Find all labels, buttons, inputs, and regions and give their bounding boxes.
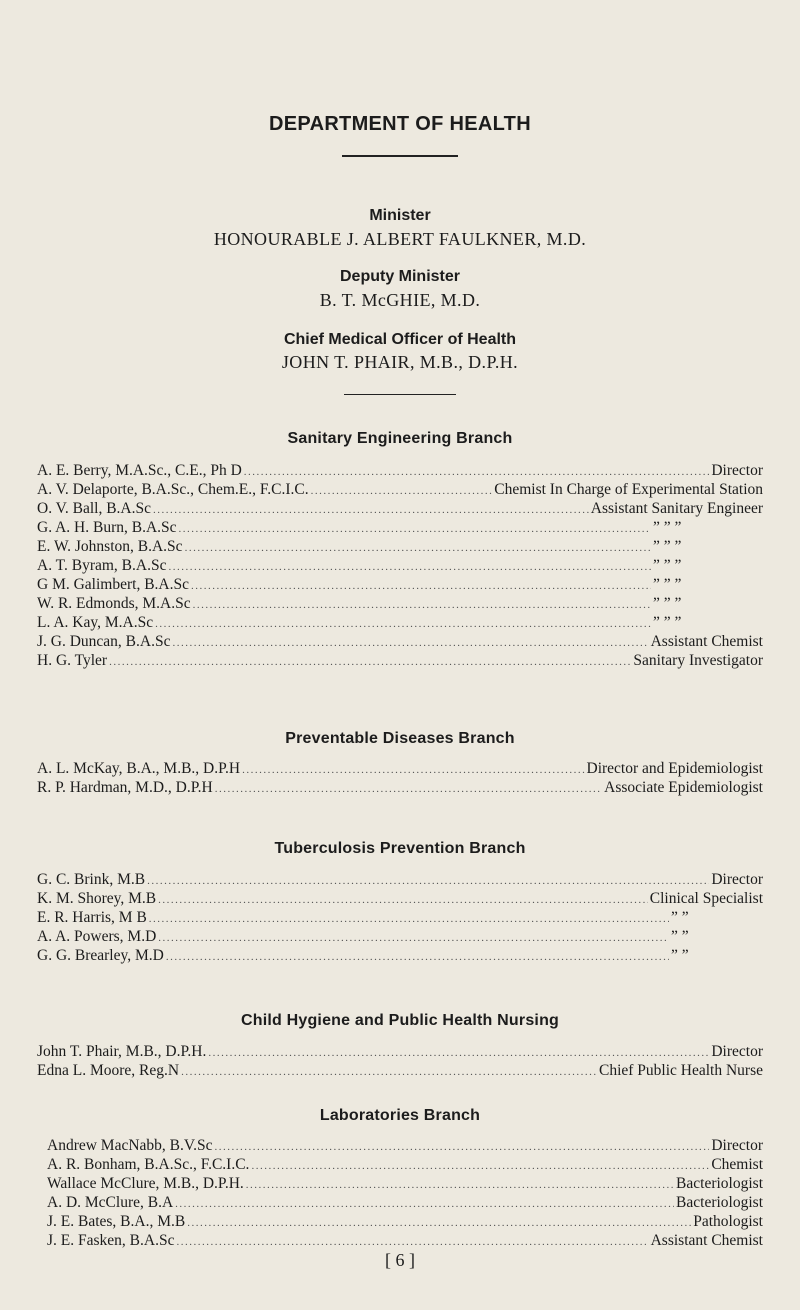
- tuberculosis-prevention-staff-list: [37, 870, 763, 965]
- deputy-minister-label: Deputy Minister: [339, 268, 460, 285]
- staff-row: [37, 889, 763, 908]
- staff-row: [37, 499, 763, 518]
- staff-name: John T. Phair, M.B., D.P.H.: [37, 1043, 207, 1060]
- staff-row: [37, 461, 763, 480]
- staff-name: E. R. Harris, M B: [37, 909, 147, 926]
- staff-role: ” ” ”: [653, 595, 682, 612]
- staff-role: Director and Epidemiologist: [586, 760, 763, 777]
- staff-name: Wallace McClure, M.B., D.P.H.: [47, 1175, 244, 1192]
- staff-row: [47, 1231, 763, 1250]
- staff-role: Assistant Sanitary Engineer: [590, 500, 763, 517]
- staff-row: [37, 537, 763, 556]
- page-title: DEPARTMENT OF HEALTH: [269, 113, 531, 135]
- leader-dots: [251, 1157, 709, 1176]
- staff-row: [47, 1136, 763, 1155]
- staff-role: ” ” ”: [653, 614, 682, 631]
- preventable-diseases-staff-list: [37, 759, 763, 797]
- chief-medical-officer-label: Chief Medical Officer of Health: [283, 331, 517, 348]
- leader-dots: [109, 653, 631, 672]
- leader-dots: [158, 891, 648, 910]
- preventable-diseases-heading: Preventable Diseases Branch: [285, 730, 515, 747]
- leader-dots: [175, 1195, 674, 1214]
- staff-row: [47, 1193, 763, 1212]
- staff-row: [37, 632, 763, 651]
- staff-name: A. L. McKay, B.A., M.B., D.P.H: [37, 760, 241, 777]
- staff-name: A. E. Berry, M.A.Sc., C.E., Ph D: [37, 462, 242, 479]
- staff-name: G. G. Brearley, M.D: [37, 947, 164, 964]
- staff-role: ” ” ”: [653, 519, 682, 536]
- staff-name: A. R. Bonham, B.A.Sc., F.C.I.C.: [47, 1156, 250, 1173]
- leader-dots: [166, 948, 669, 967]
- staff-name: E. W. Johnston, B.A.Sc: [37, 538, 183, 555]
- staff-role: Bacteriologist: [676, 1175, 763, 1192]
- staff-row: [37, 575, 763, 594]
- staff-role: Director: [711, 1043, 763, 1060]
- staff-row: [47, 1174, 763, 1193]
- leader-dots: [158, 929, 669, 948]
- staff-row: [37, 480, 763, 499]
- staff-name: J. E. Bates, B.A., M.B: [47, 1213, 186, 1230]
- staff-role: Chief Public Health Nurse: [598, 1062, 763, 1079]
- staff-name: O. V. Ball, B.A.Sc: [37, 500, 151, 517]
- staff-name: Edna L. Moore, Reg.N: [37, 1062, 180, 1079]
- leader-dots: [179, 520, 651, 539]
- staff-role: Director: [711, 871, 763, 888]
- staff-role: ” ” ”: [653, 557, 682, 574]
- staff-row: [37, 651, 763, 670]
- leader-dots: [155, 615, 651, 634]
- staff-name: G. C. Brink, M.B: [37, 871, 146, 888]
- staff-name: A. V. Delaporte, B.A.Sc., Chem.E., F.C.I.C.: [37, 481, 309, 498]
- staff-name: J. G. Duncan, B.A.Sc: [37, 633, 171, 650]
- sanitary-engineering-staff-list: [37, 461, 763, 670]
- leader-dots: [242, 761, 584, 780]
- staff-row: [37, 778, 763, 797]
- staff-name: Andrew MacNabb, B.V.Sc: [47, 1137, 213, 1154]
- staff-name: K. M. Shorey, M.B: [37, 890, 157, 907]
- staff-row: [37, 1042, 763, 1061]
- staff-role: Chemist In Charge of Experimental Station: [494, 481, 763, 498]
- staff-row: [37, 870, 763, 889]
- staff-role: Pathologist: [693, 1213, 763, 1230]
- staff-role: ” ”: [671, 928, 689, 945]
- leader-dots: [246, 1176, 674, 1195]
- leader-dots: [185, 539, 651, 558]
- minister-name: HONOURABLE J. ALBERT FAULKNER, M.D.: [213, 229, 587, 249]
- laboratories-heading: Laboratories Branch: [319, 1107, 481, 1124]
- leader-dots: [168, 558, 651, 577]
- staff-name: A. D. McClure, B.A: [47, 1194, 174, 1211]
- leader-dots: [193, 596, 651, 615]
- staff-row: [37, 927, 763, 946]
- laboratories-staff-list: [47, 1136, 763, 1250]
- staff-row: [37, 518, 763, 537]
- leader-dots: [191, 577, 651, 596]
- staff-name: L. A. Kay, M.A.Sc: [37, 614, 154, 631]
- staff-role: ” ” ”: [653, 576, 682, 593]
- staff-row: [37, 946, 763, 965]
- leader-dots: [215, 780, 602, 799]
- sanitary-engineering-heading: Sanitary Engineering Branch: [287, 430, 513, 447]
- staff-name: W. R. Edmonds, M.A.Sc: [37, 595, 191, 612]
- leader-dots: [187, 1214, 691, 1233]
- leader-dots: [149, 910, 669, 929]
- leader-dots: [147, 872, 709, 891]
- staff-role: Bacteriologist: [676, 1194, 763, 1211]
- minister-label: Minister: [369, 207, 431, 224]
- staff-role: Director: [711, 462, 763, 479]
- staff-name: A. T. Byram, B.A.Sc: [37, 557, 167, 574]
- staff-role: Director: [711, 1137, 763, 1154]
- child-hygiene-heading: Child Hygiene and Public Health Nursing: [240, 1012, 560, 1029]
- title-divider: [342, 155, 458, 157]
- staff-role: ” ” ”: [653, 538, 682, 555]
- staff-role: Sanitary Investigator: [633, 652, 763, 669]
- staff-row: [37, 613, 763, 632]
- leader-dots: [153, 501, 589, 520]
- leader-dots: [172, 634, 648, 653]
- deputy-minister-name: B. T. McGHIE, M.D.: [319, 290, 481, 310]
- staff-role: Associate Epidemiologist: [604, 779, 763, 796]
- section-divider: [344, 394, 456, 395]
- staff-role: Clinical Specialist: [649, 890, 763, 907]
- staff-name: H. G. Tyler: [37, 652, 108, 669]
- staff-row: [37, 556, 763, 575]
- staff-row: [37, 908, 763, 927]
- tuberculosis-prevention-heading: Tuberculosis Prevention Branch: [274, 840, 526, 857]
- staff-role: Assistant Chemist: [650, 633, 763, 650]
- staff-name: G. A. H. Burn, B.A.Sc: [37, 519, 177, 536]
- staff-row: [47, 1155, 763, 1174]
- staff-row: [37, 759, 763, 778]
- leader-dots: [214, 1138, 709, 1157]
- leader-dots: [181, 1063, 597, 1082]
- staff-name: A. A. Powers, M.D: [37, 928, 157, 945]
- staff-name: G M. Galimbert, B.A.Sc: [37, 576, 189, 593]
- staff-role: ” ”: [671, 947, 689, 964]
- staff-name: J. E. Fasken, B.A.Sc: [47, 1232, 175, 1249]
- staff-role: ” ”: [671, 909, 689, 926]
- chief-medical-officer-name: JOHN T. PHAIR, M.B., D.P.H.: [281, 352, 519, 372]
- staff-name: R. P. Hardman, M.D., D.P.H: [37, 779, 213, 796]
- staff-row: [37, 594, 763, 613]
- staff-role: Assistant Chemist: [650, 1232, 763, 1249]
- child-hygiene-staff-list: [37, 1042, 763, 1080]
- page-number: [ 6 ]: [385, 1250, 415, 1270]
- staff-row: [37, 1061, 763, 1080]
- staff-role: Chemist: [711, 1156, 763, 1173]
- leader-dots: [311, 482, 493, 501]
- staff-row: [47, 1212, 763, 1231]
